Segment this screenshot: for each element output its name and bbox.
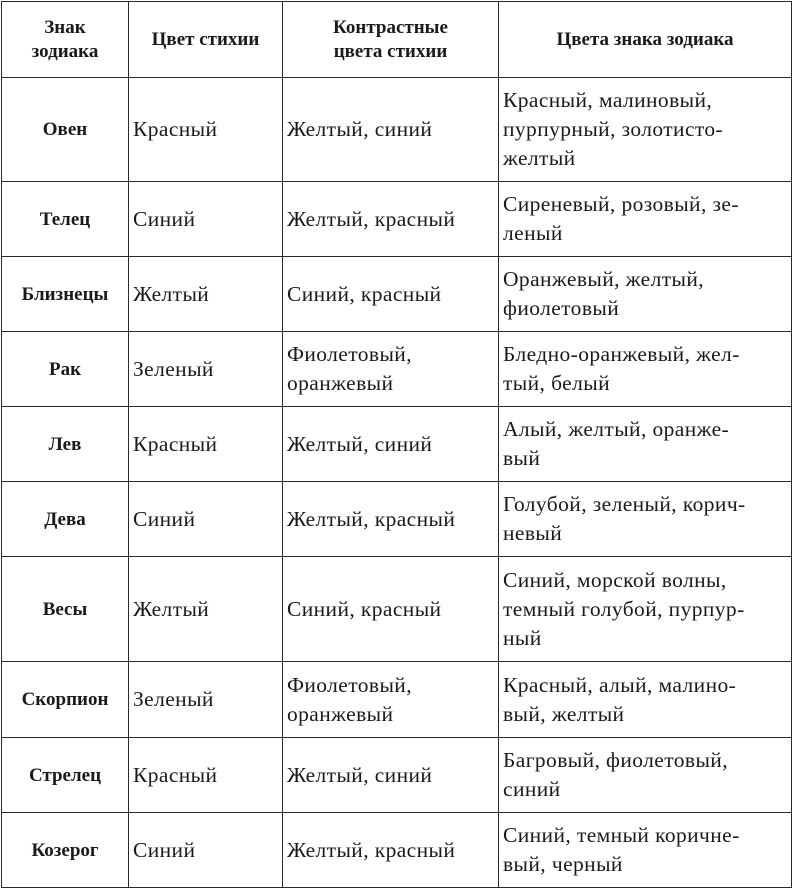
table-row (2, 738, 792, 813)
element-color-cell: Синий (129, 482, 283, 557)
contrast-colors-line: Желтый, красный (287, 837, 456, 862)
sign-colors-line: фиолетовый (503, 296, 620, 320)
sign-colors-line: вый (503, 446, 541, 470)
zodiac-sign-cell: Скорпион (2, 662, 129, 738)
contrast-colors-line: Фиолетовый, (287, 342, 412, 366)
table-row (2, 78, 792, 182)
sign-colors-cell (499, 557, 792, 662)
header-contrast-colors: Контрастные цвета стихии (283, 2, 499, 78)
sign-colors-line: Синий, морской волны, (503, 567, 727, 592)
element-color-cell: Желтый (129, 257, 283, 332)
sign-colors-cell (499, 738, 792, 813)
sign-colors-line: синий (503, 777, 561, 801)
contrast-colors-line: Синий, красный (287, 596, 442, 621)
header-row (2, 2, 792, 78)
header-sign-colors: Цвета знака зодиака (499, 2, 792, 78)
contrast-colors-line: Синий, красный (287, 281, 442, 306)
contrast-colors-line: оранжевый (287, 371, 394, 395)
zodiac-sign-cell: Стрелец (2, 738, 129, 813)
contrast-colors-cell (283, 662, 499, 738)
zodiac-sign-cell: Лев (2, 407, 129, 482)
contrast-colors-cell (283, 78, 499, 182)
sign-colors-line: Красный, малиновый, (503, 88, 713, 112)
element-color-cell: Зеленый (129, 662, 283, 738)
table-row (2, 662, 792, 738)
sign-colors-line: Бледно-оранжевый, жел- (503, 342, 740, 366)
contrast-colors-line: Желтый, красный (287, 506, 456, 531)
sign-colors-line: Алый, желтый, оранже- (503, 417, 730, 441)
table-row (2, 257, 792, 332)
zodiac-sign-cell: Телец (2, 182, 129, 257)
element-color-cell: Желтый (129, 557, 283, 662)
sign-colors-line: вый, черный (503, 852, 623, 876)
sign-colors-cell (499, 257, 792, 332)
zodiac-sign-cell: Овен (2, 78, 129, 182)
sign-colors-line: Синий, темный коричне- (503, 823, 740, 847)
sign-colors-line: пурпурный, золотисто- (503, 117, 724, 141)
sign-colors-cell (499, 662, 792, 738)
sign-colors-line: желтый (503, 146, 576, 170)
element-color-cell: Красный (129, 738, 283, 813)
sign-colors-line: Сиреневый, розовый, зе- (503, 192, 739, 216)
contrast-colors-line: Желтый, красный (287, 206, 456, 231)
sign-colors-line: ный (503, 625, 542, 650)
sign-colors-line: темный голубой, пурпур- (503, 596, 745, 621)
zodiac-sign-cell: Дева (2, 482, 129, 557)
contrast-colors-line: оранжевый (287, 701, 394, 726)
sign-colors-cell (499, 482, 792, 557)
sign-colors-line: Красный, алый, малино- (503, 672, 737, 697)
sign-colors-line: Голубой, зеленый, корич- (503, 492, 746, 516)
zodiac-sign-cell: Рак (2, 332, 129, 407)
contrast-colors-line: Желтый, синий (287, 431, 433, 456)
table-body (2, 78, 792, 888)
sign-colors-cell (499, 78, 792, 182)
header-sign: Знак зодиака (2, 2, 129, 78)
sign-colors-line: тый, белый (503, 371, 610, 395)
table-row (2, 482, 792, 557)
table-row (2, 407, 792, 482)
contrast-colors-cell (283, 332, 499, 407)
element-color-cell: Синий (129, 182, 283, 257)
zodiac-sign-cell: Козерог (2, 813, 129, 888)
element-color-cell: Синий (129, 813, 283, 888)
contrast-colors-cell (283, 813, 499, 888)
contrast-colors-cell (283, 738, 499, 813)
contrast-colors-cell (283, 482, 499, 557)
contrast-colors-cell (283, 557, 499, 662)
sign-colors-line: вый, желтый (503, 701, 625, 726)
contrast-colors-cell (283, 407, 499, 482)
table-row (2, 557, 792, 662)
contrast-colors-line: Желтый, синий (287, 762, 433, 787)
element-color-cell: Красный (129, 407, 283, 482)
sign-colors-line: невый (503, 521, 563, 545)
sign-colors-line: леный (503, 221, 563, 245)
sign-colors-cell (499, 332, 792, 407)
zodiac-sign-cell: Близнецы (2, 257, 129, 332)
contrast-colors-line: Фиолетовый, (287, 672, 412, 697)
sign-colors-cell (499, 407, 792, 482)
table-row (2, 332, 792, 407)
zodiac-color-table (1, 1, 792, 888)
header-element-color: Цвет стихии (129, 2, 283, 78)
table-row (2, 182, 792, 257)
table-row (2, 813, 792, 888)
element-color-cell: Зеленый (129, 332, 283, 407)
contrast-colors-cell (283, 182, 499, 257)
element-color-cell: Красный (129, 78, 283, 182)
sign-colors-cell (499, 182, 792, 257)
sign-colors-line: Оранжевый, желтый, (503, 267, 705, 291)
zodiac-sign-cell: Весы (2, 557, 129, 662)
sign-colors-line: Багровый, фиолетовый, (503, 748, 728, 772)
sign-colors-cell (499, 813, 792, 888)
contrast-colors-line: Желтый, синий (287, 117, 433, 141)
contrast-colors-cell (283, 257, 499, 332)
